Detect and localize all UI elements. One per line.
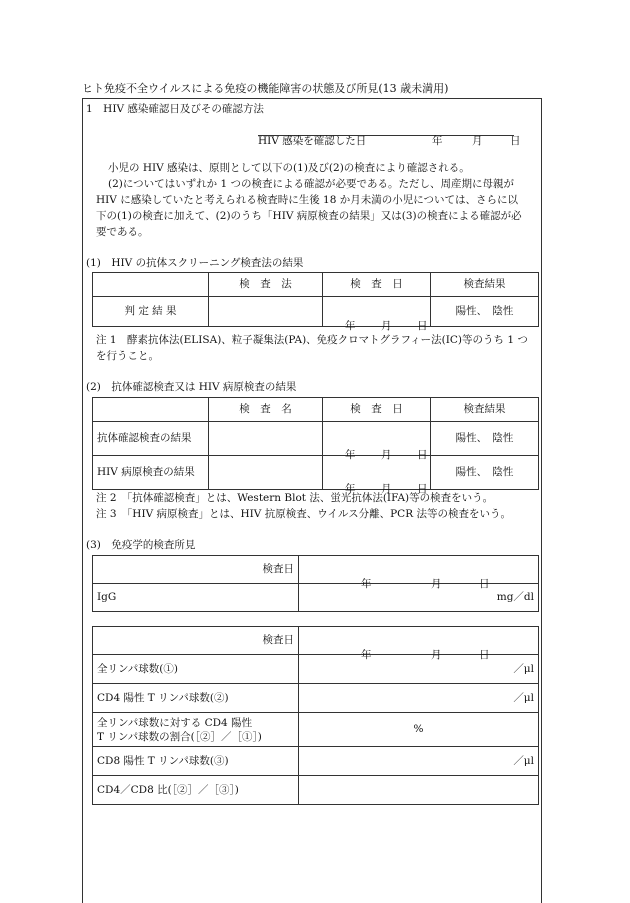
judgment-result-label: 判 定 結 果 bbox=[93, 297, 209, 327]
result-cell[interactable]: 陽性、 陰性 bbox=[431, 297, 539, 327]
screening-table bbox=[92, 272, 539, 332]
cd4-cell[interactable]: ／μl bbox=[299, 684, 539, 713]
igg-table bbox=[92, 555, 539, 612]
cd8-cell[interactable]: ／μl bbox=[299, 747, 539, 776]
igg-label: IgG bbox=[93, 584, 299, 612]
cd4-ratio-label: 全リンパ球数に対する CD4 陽性 T リンパ球数の割合(［②］／［①］) bbox=[93, 713, 299, 747]
confirmation-table bbox=[92, 397, 539, 495]
section-a-heading: (1) HIV の抗体スクリーニング検査法の結果 bbox=[86, 257, 304, 269]
col-date: 検 査 日 bbox=[323, 273, 431, 297]
note1: 注 1 酵素抗体法(ELISA)、粒子凝集法(PA)、免疫クロマトグラフィー法(IC)等のうち 1 つを行うこと。 bbox=[96, 334, 528, 362]
exam-date-label-2: 検査日 bbox=[93, 627, 299, 655]
note2: 注 2 「抗体確認検査」とは、Western Blot 法、蛍光抗体法(IFA)等の検査をいう。 bbox=[96, 492, 494, 504]
exam-date-cell[interactable]: 年 月 日 bbox=[299, 556, 539, 584]
confirm-date-label: HIV 感染を確認した日 bbox=[258, 135, 367, 147]
day-label: 日 bbox=[510, 135, 521, 147]
date-cell-2[interactable]: 年 月 日 bbox=[323, 456, 431, 490]
month-label: 月 bbox=[472, 135, 483, 147]
cd4-ratio-cell[interactable]: % bbox=[299, 713, 539, 747]
exam-date-cell-2[interactable]: 年 月 日 bbox=[299, 627, 539, 655]
method-cell[interactable] bbox=[209, 297, 323, 327]
total-lymphocyte-label: 全リンパ球数(①) bbox=[93, 655, 299, 684]
cd4-cd8-ratio-cell[interactable] bbox=[299, 776, 539, 805]
col-result: 検査結果 bbox=[431, 273, 539, 297]
date-cell[interactable]: 年 月 日 bbox=[323, 297, 431, 327]
name-cell-1[interactable] bbox=[209, 422, 323, 456]
result-cell-2[interactable]: 陽性、 陰性 bbox=[431, 456, 539, 490]
col-result: 検査結果 bbox=[431, 398, 539, 422]
date-cell-1[interactable]: 年 月 日 bbox=[323, 422, 431, 456]
year-label: 年 bbox=[432, 135, 443, 147]
hiv-pathogen-label: HIV 病原検査の結果 bbox=[93, 456, 209, 490]
confirm-date-line[interactable] bbox=[258, 134, 521, 147]
col-name: 検 査 名 bbox=[209, 398, 323, 422]
section-c-heading: (3) 免疫学的検査所見 bbox=[86, 539, 196, 551]
col-date: 検 査 日 bbox=[323, 398, 431, 422]
result-cell-1[interactable]: 陽性、 陰性 bbox=[431, 422, 539, 456]
lymphocyte-table bbox=[92, 626, 539, 805]
section-b-heading: (2) 抗体確認検査又は HIV 病原検査の結果 bbox=[86, 381, 297, 393]
section1-paragraph1: 小児の HIV 感染は、原則として以下の(1)及び(2)の検査により確認される。 bbox=[108, 162, 470, 174]
page-title: ヒト免疫不全ウイルスによる免疫の機能障害の状態及び所見(13 歳未満用) bbox=[82, 82, 449, 95]
exam-date-label: 検査日 bbox=[93, 556, 299, 584]
igg-value-cell[interactable]: mg／dl bbox=[299, 584, 539, 612]
section1-paragraph2: (2)についてはいずれか 1 つの検査による確認が必要である。ただし、周産期に母親が HIV に感染していたと考えられる検査時に生後 18 か月未満の小児については、さらに以下の(1)の検査に加えて、(2)のうち「HIV 病原検査の結果」又は(3)の検査による確認が必要である。 bbox=[96, 178, 522, 238]
cd4-cd8-ratio-label: CD4／CD8 比(［②］／［③］) bbox=[93, 776, 299, 805]
cd4-label: CD4 陽性 T リンパ球数(②) bbox=[93, 684, 299, 713]
col-method: 検 査 法 bbox=[209, 273, 323, 297]
note3: 注 3 「HIV 病原検査」とは、HIV 抗原検査、ウイルス分離、PCR 法等の検査をいう。 bbox=[96, 508, 511, 520]
section1-heading: 1 HIV 感染確認日及びその確認方法 bbox=[86, 103, 264, 115]
antibody-confirm-label: 抗体確認検査の結果 bbox=[93, 422, 209, 456]
total-lymphocyte-cell[interactable]: ／μl bbox=[299, 655, 539, 684]
cd8-label: CD8 陽性 T リンパ球数(③) bbox=[93, 747, 299, 776]
name-cell-2[interactable] bbox=[209, 456, 323, 490]
